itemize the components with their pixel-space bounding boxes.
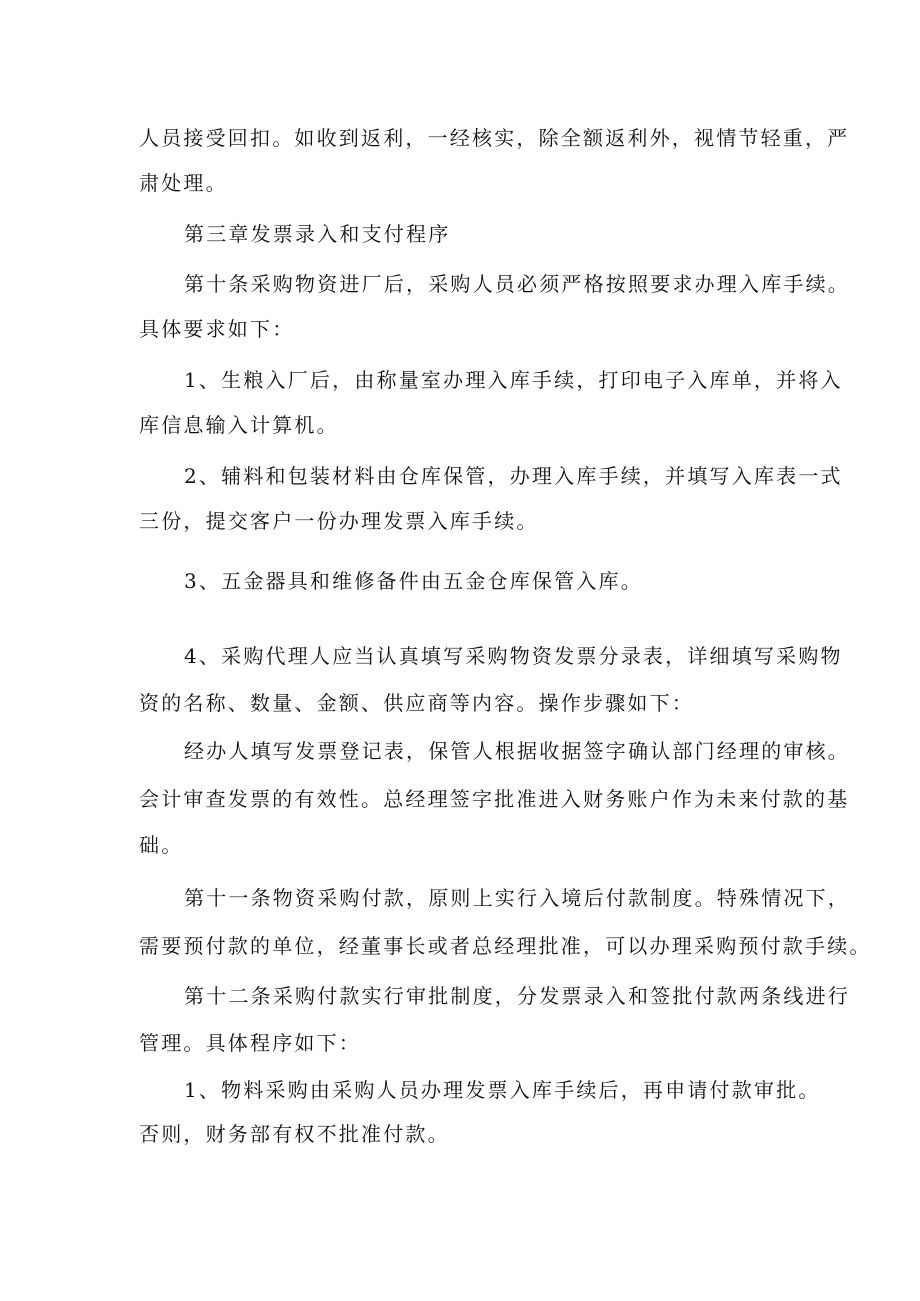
text-line: 1、物料采购由采购人员办理发票入库手续后，再申请付款审批。 [184, 1078, 821, 1102]
text-line: 1、生粮入厂后，由称量室办理入库手续，打印电子入库单，并将入 [184, 368, 843, 392]
text-line: 3、五金器具和维修备件由五金仓库保管入库。 [184, 569, 643, 593]
text-line: 第十二条采购付款实行审批制度，分发票录入和签批付款两条线进行 [184, 984, 850, 1008]
text-line: 需要预付款的单位，经董事长或者总经理批准，可以办理采购预付款手续。 [139, 934, 872, 958]
text-line: 具体要求如下： [139, 317, 295, 341]
text-line: 4、采购代理人应当认真填写采购物资发票分录表，详细填写采购物 [184, 644, 843, 668]
chapter-heading: 第三章发票录入和支付程序 [184, 222, 451, 246]
text-line: 三份，提交客户一份办理发票入库手续。 [139, 509, 539, 533]
text-line: 肃处理。 [139, 171, 228, 195]
text-line: 2、辅料和包装材料由仓库保管，办理入库手续，并填写入库表一式 [184, 464, 843, 488]
text-line: 否则，财务部有权不批准付款。 [139, 1122, 450, 1146]
text-line: 础。 [139, 833, 184, 857]
text-line: 经办人填写发票登记表，保管人根据收据签字确认部门经理的审核。 [184, 739, 850, 763]
text-line: 库信息输入计算机。 [139, 413, 339, 437]
text-line: 第十条采购物资进厂后，采购人员必须严格按照要求办理入库手续。 [184, 272, 850, 296]
text-line: 会计审查发票的有效性。总经理签字批准进入财务账户作为未来付款的基 [139, 787, 850, 811]
text-line: 人员接受回扣。如收到返利，一经核实，除全额返利外，视情节轻重，严 [139, 126, 850, 150]
text-line: 资的名称、数量、金额、供应商等内容。操作步骤如下： [139, 691, 694, 715]
text-line: 管理。具体程序如下： [139, 1031, 361, 1055]
text-line: 第十一条物资采购付款，原则上实行入境后付款制度。特殊情况下， [184, 886, 850, 910]
